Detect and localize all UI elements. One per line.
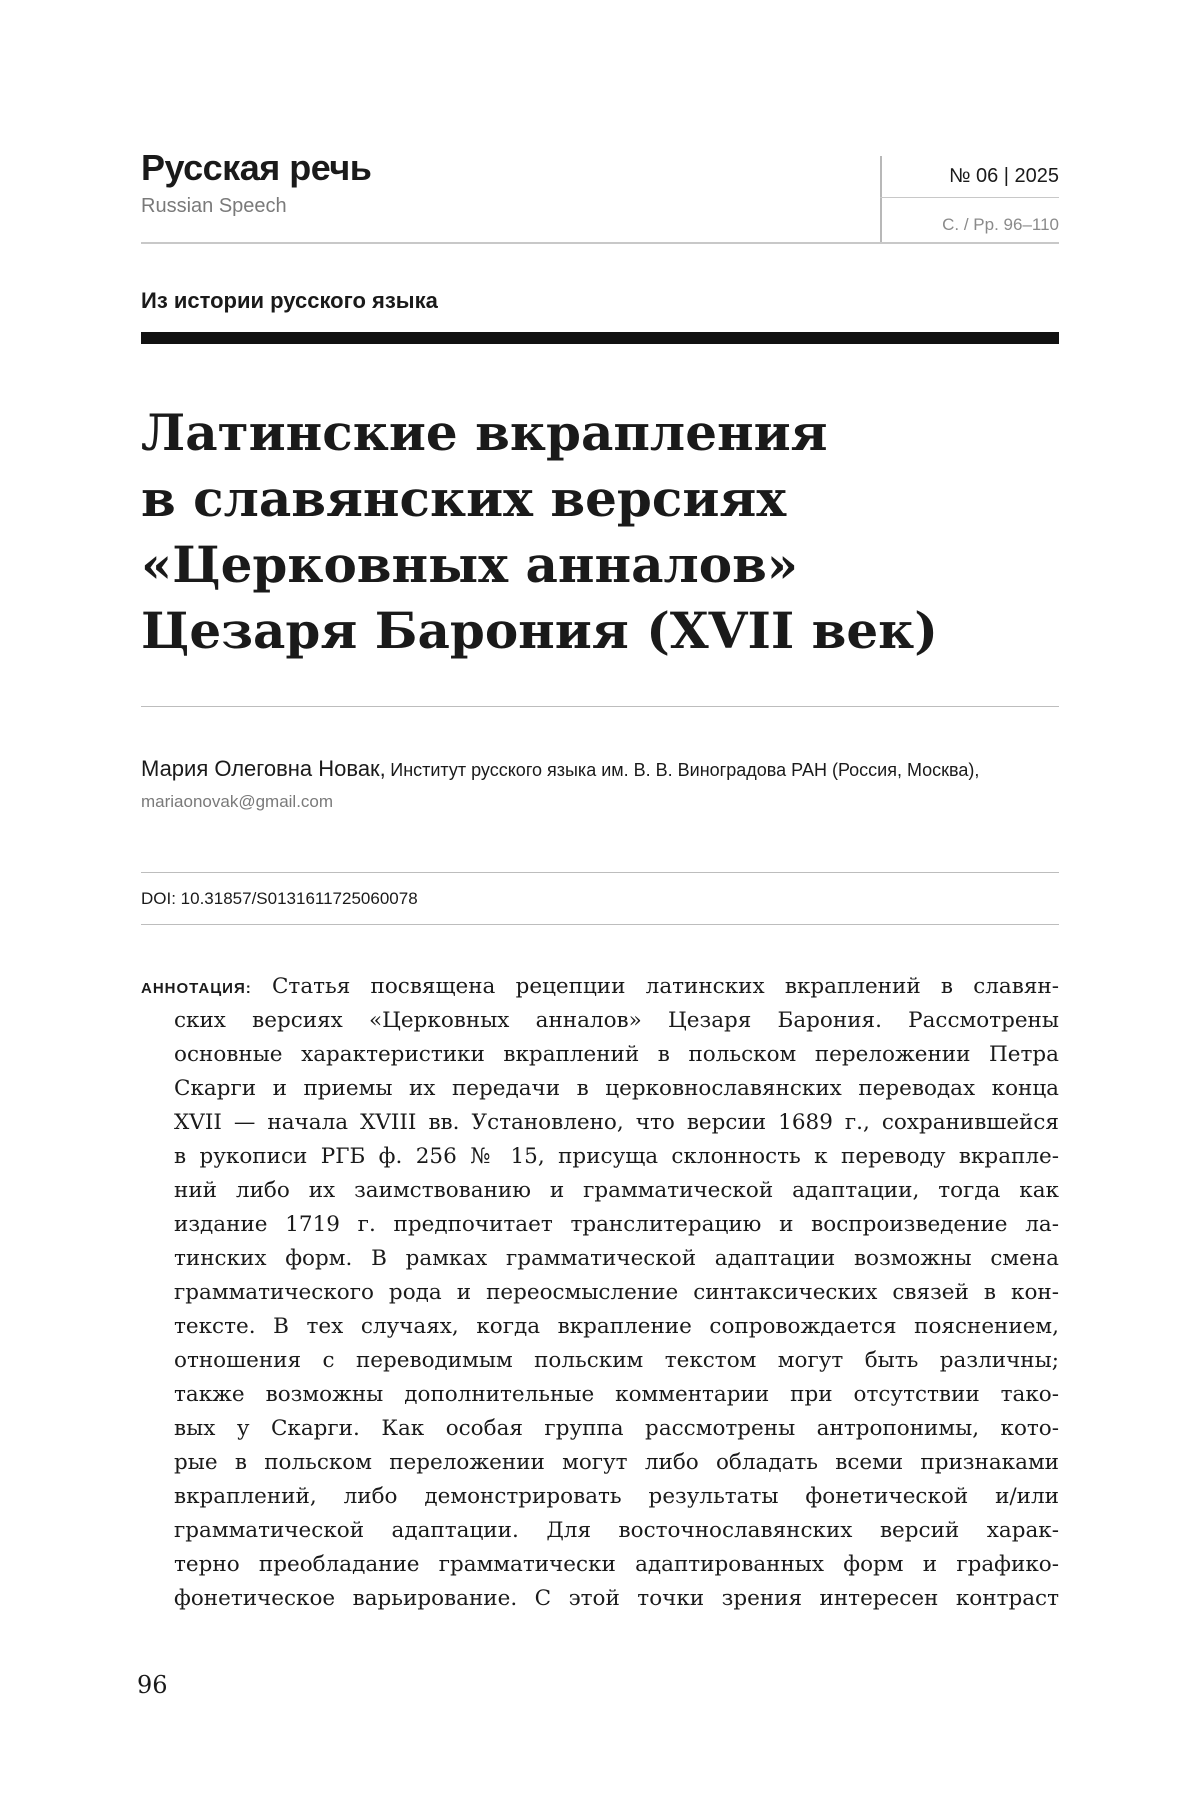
abstract xyxy=(141,970,1059,1616)
author-email[interactable]: mariaonovak@gmail.com xyxy=(141,792,334,811)
abstract-line: в рукописи РГБ ф. 256 № 15, присуща склонность к переводу вкрапле- xyxy=(174,1144,1059,1169)
abstract-line: Скарги и приемы их передачи в церковнославянских переводах конца xyxy=(174,1076,1059,1101)
doi-top-divider xyxy=(141,872,1059,873)
abstract-text: Статья посвящена рецепции латинских вкраплений в славян- xyxy=(271,974,1059,999)
section-bar xyxy=(141,332,1059,344)
abstract-line: грамматической адаптации. Для восточнославянских версий харак- xyxy=(174,1518,1059,1543)
abstract-line: ских версиях «Церковных анналов» Цезаря Барония. Рассмотрены xyxy=(174,1008,1059,1033)
abstract-line: терно преобладание грамматически адаптированных форм и графико- xyxy=(174,1552,1059,1577)
abstract-label: АННОТАЦИЯ: xyxy=(141,980,252,997)
abstract-line xyxy=(141,970,1059,1004)
abstract-line: тексте. В тех случаях, когда вкрапление сопровождается пояснением, xyxy=(174,1314,1059,1339)
article-title xyxy=(141,400,1041,664)
abstract-line: грамматического рода и переосмысление синтаксических связей в кон- xyxy=(174,1280,1059,1305)
title-line: Цезаря Барония (XVII век) xyxy=(141,601,938,660)
doi-bottom-divider xyxy=(141,924,1059,925)
issue-number: № 06 | 2025 xyxy=(948,165,1059,187)
author-affiliation: Институт русского языка им. В. В. Виноградова РАН (Россия, Москва), xyxy=(390,760,980,780)
abstract-line: вкраплений, либо демонстрировать результаты фонетической и/или xyxy=(174,1484,1059,1509)
journal-title: Русская речь xyxy=(141,147,372,188)
author-line xyxy=(141,756,979,782)
section-label: Из истории русского языка xyxy=(141,288,438,313)
page-number: 96 xyxy=(137,1671,168,1699)
abstract-line: отношения с переводимым польским текстом могут быть различны; xyxy=(174,1348,1059,1373)
header-vertical-divider xyxy=(880,156,882,244)
issue-divider xyxy=(880,197,1059,198)
title-line: «Церковных анналов» xyxy=(141,535,799,594)
abstract-line: вых у Скарги. Как особая группа рассмотрены антропонимы, кото- xyxy=(174,1416,1059,1441)
abstract-line: XVII — начала XVIII вв. Установлено, что версии 1689 г., сохранившейся xyxy=(174,1110,1059,1135)
journal-subtitle: Russian Speech xyxy=(141,195,287,217)
abstract-line: основные характеристики вкраплений в польском переложении Петра xyxy=(174,1042,1059,1067)
title-line: в славянских версиях xyxy=(141,469,787,528)
title-line: Латинские вкрапления xyxy=(141,403,828,462)
abstract-line: издание 1719 г. предпочитает транслитерацию и воспроизведение ла- xyxy=(174,1212,1059,1237)
abstract-line: тинских форм. В рамках грамматической адаптации возможны смена xyxy=(174,1246,1059,1271)
abstract-line: рые в польском переложении могут либо обладать всеми признаками xyxy=(174,1450,1059,1475)
author-name: Мария Олеговна Новак, xyxy=(141,756,386,781)
header-divider xyxy=(141,242,1059,244)
abstract-line: ний либо их заимствованию и грамматической адаптации, тогда как xyxy=(174,1178,1059,1203)
title-divider xyxy=(141,706,1059,707)
abstract-line: фонетическое варьирование. С этой точки зрения интересен контраст xyxy=(174,1586,1059,1611)
doi[interactable]: DOI: 10.31857/S0131611725060078 xyxy=(141,889,418,908)
page-range: С. / Pp. 96–110 xyxy=(942,215,1059,234)
abstract-line: также возможны дополнительные комментарии при отсутствии тако- xyxy=(174,1382,1059,1407)
